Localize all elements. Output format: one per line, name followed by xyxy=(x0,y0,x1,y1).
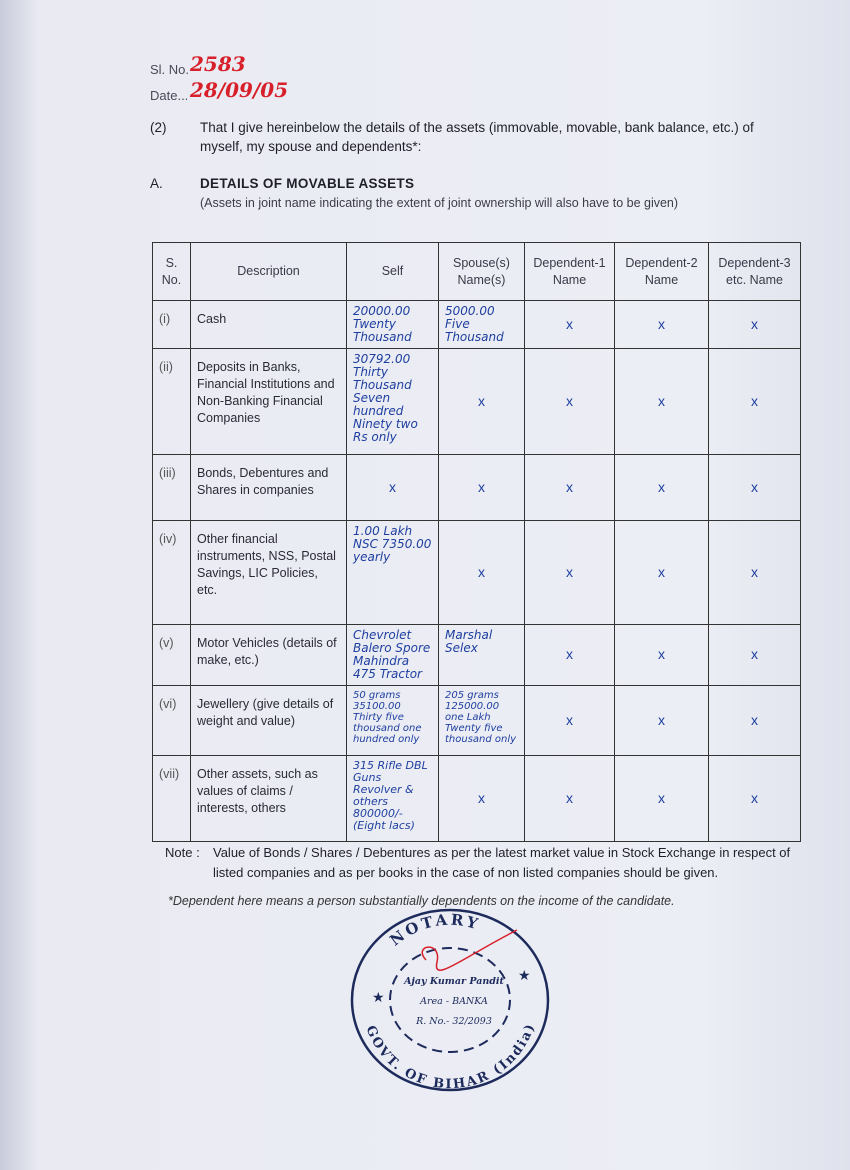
col-header-sno: S. No. xyxy=(153,243,191,301)
cell-spouse-mark: x xyxy=(478,563,485,580)
section-letter: A. xyxy=(150,176,163,191)
cell-description: Cash xyxy=(191,301,347,349)
cell-spouse-handwritten: 205 grams 125000.00 one Lakh Twenty five thousand only xyxy=(439,686,525,756)
table-row xyxy=(153,349,801,455)
cell-dependent-3-mark: x xyxy=(751,711,758,728)
table-row xyxy=(153,625,801,686)
cell-description: Bonds, Debentures and Shares in companies xyxy=(191,455,347,521)
cell-dependent-3-mark: x xyxy=(751,789,758,806)
movable-assets-table xyxy=(152,242,801,842)
cell-dependent-2-mark: x xyxy=(658,789,665,806)
table-row xyxy=(153,756,801,842)
cell-self-handwritten: 315 Rifle DBL Guns Revolver & others 800000/- (Eight lacs) xyxy=(347,756,439,842)
table-row xyxy=(153,686,801,756)
note-text: Value of Bonds / Shares / Debentures as per the latest market value in Stock Exchange in respect of listed companies and as per books in the case of non listed companies should be given. xyxy=(213,845,791,880)
cell-sno: (vi) xyxy=(153,686,191,756)
seal-reg-no: R. No.- 32/2093 xyxy=(416,1016,492,1027)
cell-dependent-2-mark: x xyxy=(658,563,665,580)
table-row xyxy=(153,301,801,349)
cell-sno: (iv) xyxy=(153,521,191,625)
cell-description: Other assets, such as values of claims / interests, others xyxy=(191,756,347,842)
col-header-dependent-1: Dependent-1 Name xyxy=(525,243,615,301)
cell-spouse-mark: x xyxy=(478,789,485,806)
cell-dependent-3-mark: x xyxy=(751,646,758,662)
cell-dependent-2-mark: x xyxy=(658,478,665,495)
svg-text:GOVT. OF BIHAR (India) xyxy=(362,1021,538,1093)
cell-sno: (ii) xyxy=(153,349,191,455)
notary-seal xyxy=(342,900,557,1100)
seal-name: Ajay Kumar Pandit xyxy=(404,976,504,987)
table-row xyxy=(153,521,801,625)
cell-dependent-3-mark: x xyxy=(751,392,758,409)
table-header-row xyxy=(153,243,801,301)
cell-dependent-1-mark: x xyxy=(566,646,573,662)
seal-area: Area - BANKA xyxy=(420,996,488,1007)
cell-spouse-mark: x xyxy=(478,392,485,409)
cell-spouse-handwritten: 5000.00 Five Thousand xyxy=(439,301,525,349)
cell-dependent-2-mark: x xyxy=(658,646,665,662)
dependent-footnote: *Dependent here means a person substantially dependents on the income of the candidate. xyxy=(168,894,675,908)
cell-self-handwritten: 50 grams 35100.00 Thirty five thousand one hundred only xyxy=(347,686,439,756)
cell-self-handwritten: 1.00 Lakh NSC 7350.00 yearly xyxy=(347,521,439,625)
col-header-self: Self xyxy=(347,243,439,301)
cell-description: Jewellery (give details of weight and value) xyxy=(191,686,347,756)
col-header-dependent-2: Dependent-2 Name xyxy=(615,243,709,301)
statement-number: (2) xyxy=(150,120,167,135)
cell-dependent-1-mark: x xyxy=(566,711,573,728)
svg-text:★: ★ xyxy=(372,990,385,1006)
cell-dependent-2-mark: x xyxy=(658,392,665,409)
col-header-spouse: Spouse(s) Name(s) xyxy=(439,243,525,301)
seal-top-text: NOTARY xyxy=(386,910,483,950)
cell-dependent-1-mark: x xyxy=(566,563,573,580)
serial-number-handwritten: 2583 xyxy=(190,52,246,76)
cell-dependent-3-mark: x xyxy=(751,563,758,580)
cell-self-handwritten: 20000.00 Twenty Thousand xyxy=(347,301,439,349)
cell-dependent-3-mark: x xyxy=(751,315,758,332)
cell-self-mark: x xyxy=(389,478,396,495)
col-header-description: Description xyxy=(191,243,347,301)
serial-label: Sl. No. xyxy=(150,62,190,77)
cell-dependent-2-mark: x xyxy=(658,315,665,332)
cell-dependent-3-mark: x xyxy=(751,478,758,495)
cell-description: Deposits in Banks, Financial Institutions and Non-Banking Financial Companies xyxy=(191,349,347,455)
section-subtitle: (Assets in joint name indicating the extent of joint ownership will also have to be given) xyxy=(200,196,679,210)
note-label: Note : xyxy=(165,845,200,860)
cell-description: Motor Vehicles (details of make, etc.) xyxy=(191,625,347,686)
cell-spouse-handwritten: Marshal Selex xyxy=(439,625,525,686)
cell-sno: (v) xyxy=(153,625,191,686)
serial-date-block xyxy=(150,52,289,114)
cell-sno: (i) xyxy=(153,301,191,349)
cell-dependent-1-mark: x xyxy=(566,315,573,332)
section-title: DETAILS OF MOVABLE ASSETS xyxy=(200,176,415,191)
cell-dependent-1-mark: x xyxy=(566,478,573,495)
date-label: Date... xyxy=(150,88,189,103)
cell-dependent-1-mark: x xyxy=(566,392,573,409)
svg-text:NOTARY xyxy=(386,911,482,950)
cell-dependent-2-mark: x xyxy=(658,711,665,728)
svg-text:★: ★ xyxy=(518,968,531,984)
cell-self-handwritten: Chevrolet Balero Spore Mahindra 475 Tractor xyxy=(347,625,439,686)
cell-description: Other financial instruments, NSS, Postal Savings, LIC Policies, etc. xyxy=(191,521,347,625)
statement-text: That I give hereinbelow the details of the assets (immovable, movable, bank balance, etc.) of myself, my spouse and dependents*: xyxy=(200,120,754,154)
col-header-dependent-3: Dependent-3 etc. Name xyxy=(709,243,801,301)
cell-sno: (iii) xyxy=(153,455,191,521)
cell-spouse-mark: x xyxy=(478,478,485,495)
cell-self-handwritten: 30792.00 Thirty Thousand Seven hundred Ninety two Rs only xyxy=(347,349,439,455)
cell-dependent-1-mark: x xyxy=(566,789,573,806)
cell-sno: (vii) xyxy=(153,756,191,842)
table-row xyxy=(153,455,801,521)
date-handwritten: 28/09/05 xyxy=(190,78,289,102)
seal-bottom-text: GOVT. OF BIHAR (India) xyxy=(362,1020,539,1093)
